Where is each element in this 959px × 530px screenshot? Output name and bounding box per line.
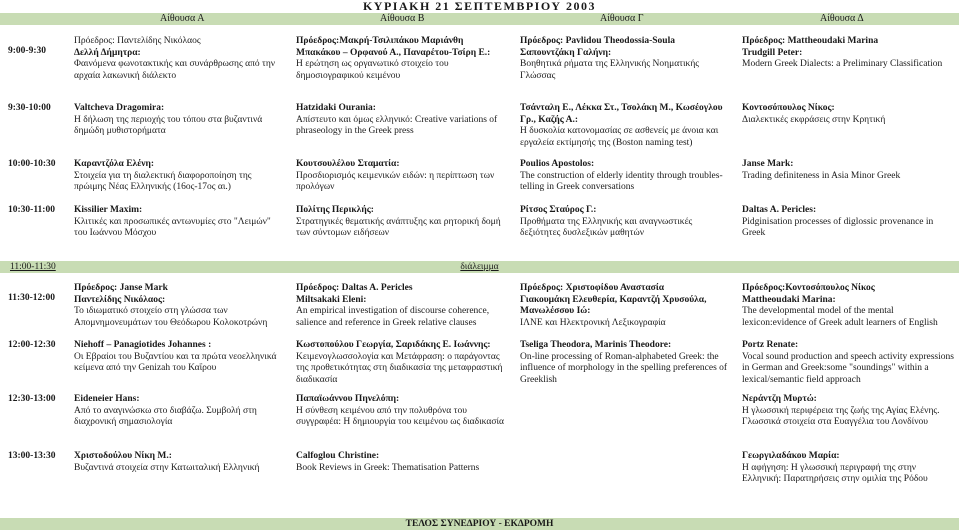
talk-title: Στρατηγικές θεματικής ανάπτυξης και ρητορική δομή των σύντομων ειδήσεων: [296, 216, 501, 238]
talk-title: Διαλεκτικές εκφράσεις στην Κρητική: [742, 114, 886, 125]
author: Κωστοπούλου Γεωργία, Σαριδάκης Ε. Ιωάννης:: [296, 340, 491, 350]
session-cell: [74, 283, 284, 329]
author: Calfoglou Christine:: [296, 451, 380, 461]
talk-title: Απίστευτο και όμως ελληνικό: Creative variations of phraseology in the Greek press: [296, 114, 498, 136]
talk-title: An empirical investigation of discourse coherence, salience and reference in Greek relative clauses: [296, 306, 490, 328]
break-bar: [0, 261, 959, 273]
talk-title: Η δυσκολία κατονομασίας σε ασθενείς με άνοια και εργαλεία εκτίμησής της (Boston naming test): [520, 126, 719, 148]
session-cell: [742, 103, 956, 126]
author: Kissilier Maxim:: [74, 205, 143, 215]
time-slot: 13:00-13:30: [8, 451, 56, 461]
author: Παπαϊωάννου Πηνελόπη:: [296, 394, 400, 404]
session-cell: [296, 283, 506, 329]
session-cell: [74, 340, 284, 375]
session-cell: [74, 159, 284, 194]
time-slot: 9:30-10:00: [8, 103, 51, 113]
talk-title: Η αφήγηση: Η γλωσσική περιγραφή της στην Ελληνική: Παρατηρήσεις στην ομιλία της Ρόδου: [742, 462, 928, 484]
talk-title: Βυζαντινά στοιχεία στην Κατωιταλική Ελληνική: [74, 462, 260, 473]
author: Παντελίδης Νικόλαος:: [74, 294, 166, 305]
author: Νεράντζη Μυρτώ:: [742, 394, 817, 404]
author: Eideneier Hans:: [74, 394, 140, 404]
author: Μπακάκου – Ορφανού Α., Παναρέτου-Τσίρη Ε.:: [296, 47, 491, 58]
author: Janse Mark:: [742, 159, 794, 169]
author: Πολίτης Περικλής:: [296, 205, 374, 215]
author: Σαπουντζάκη Γαλήνη:: [520, 47, 612, 58]
author: Daltas A. Pericles:: [742, 205, 817, 215]
talk-title: Book Reviews in Greek: Thematisation Patterns: [296, 462, 480, 473]
talk-title: On-line processing of Roman-alphabeted Greek: the influence of morphology in the spelling preferences of Greeklish: [520, 351, 728, 385]
chair-name: Πρόεδρος:Κοντοσόπουλος Νίκος: [742, 283, 875, 293]
session-cell: [74, 451, 284, 474]
session-cell: [296, 394, 506, 429]
break-time: 11:00-11:30: [10, 262, 56, 272]
author: Miltsakaki Eleni:: [296, 294, 367, 305]
session-cell: [520, 340, 730, 386]
talk-title: Κλιτικές και προσωπικές αντωνυμίες στο "Λειμών" του Ιωάννου Μόσχου: [74, 216, 271, 238]
author: Poulios Apostolos:: [520, 159, 595, 169]
time-slot: 12:00-12:30: [8, 340, 56, 350]
page-title: ΚΥΡΙΑΚΗ 21 ΣΕΠΤΕΜΒΡΙΟΥ 2003: [362, 0, 597, 13]
talk-title: Στοιχεία για τη διαλεκτική διαφοροποίηση της πρώιμης Νέας Ελληνικής (16ος-17ος αι.): [74, 170, 252, 192]
time-slot: 9:00-9:30: [8, 46, 46, 56]
end-banner: ΤΕΛΟΣ ΣΥΝΕΔΡΙΟΥ - ΕΚΔΡΟΜΗ: [0, 518, 959, 530]
break-label: διάλειμμα: [460, 262, 499, 272]
session-cell: [296, 103, 506, 138]
author: Κουτσουλέλου Σταματία:: [296, 159, 400, 169]
author: Portz Renate:: [742, 340, 799, 350]
time-slot: 10:30-11:00: [8, 205, 55, 215]
session-cell: [520, 36, 730, 82]
author: Χριστοδούλου Νίκη Μ.:: [74, 451, 172, 461]
chair-name: Πρόεδρος: Mattheoudaki Marina: [742, 36, 879, 46]
author: Trudgill Peter:: [742, 47, 803, 58]
talk-title: Οι Εβραίοι του Βυζαντίου και τα πρώτα νεοελληνικά κείμενα από την Genizah του Καΐρου: [74, 351, 277, 373]
author: Hatzidaki Ourania:: [296, 103, 376, 113]
author: Niehoff – Panagiotides Johannes :: [74, 340, 212, 350]
chair-name: Πρόεδρος: Daltas A. Pericles: [296, 283, 413, 293]
session-cell: [74, 205, 284, 240]
chair-name: Πρόεδρος: Pavlidou Theodossia-Soula: [520, 36, 675, 46]
talk-title: Βοηθητικά ρήματα της Ελληνικής Νοηματικής Γλώσσας: [520, 59, 700, 81]
hall-c: Αίθουσα Γ: [600, 13, 644, 24]
hall-d: Αίθουσα Δ: [820, 13, 864, 24]
author: Κοντοσόπουλος Νίκος:: [742, 103, 835, 113]
author: Valtcheva Dragomira:: [74, 103, 165, 113]
session-cell: [74, 36, 284, 82]
session-cell: [520, 283, 730, 329]
session-cell: [742, 36, 956, 71]
session-cell: [296, 340, 506, 386]
talk-title: Προθήματα της Ελληνικής και αναγνωστικές δεξιότητες δυσλεξικών μαθητών: [520, 216, 693, 238]
session-cell: [74, 103, 284, 138]
session-cell: [742, 340, 956, 386]
talk-title: ΙΛΝΕ και Ηλεκτρονική Λεξικογραφία: [520, 317, 666, 328]
session-cell: [296, 205, 506, 240]
talk-title: Pidginisation processes of diglossic provenance in Greek: [742, 216, 934, 238]
chair-name: Πρόεδρος:Μακρή-Τσιλιπάκου Μαριάνθη: [296, 36, 464, 46]
author: Καραντζόλα Ελένη:: [74, 159, 155, 169]
chair-name: Πρόεδρος: Janse Mark: [74, 283, 168, 293]
time-slot: 10:00-10:30: [8, 159, 56, 169]
author: Τσάνταλη Ε., Λέκκα Στ., Τσολάκη Μ., Κωσέογλου Γρ., Καζής Α.:: [520, 103, 723, 125]
chair-name: Πρόεδρος: Παντελίδης Νικόλαος: [74, 36, 201, 46]
talk-title: Η σύνθεση κειμένου από την πολυθρόνα του συγγραφέα: Η δημιουργία του κειμένου ως διαδικασία: [296, 405, 504, 427]
talk-title: The construction of elderly identity through troubles-telling in Greek conversations: [520, 170, 723, 192]
talk-title: Trading definiteness in Asia Minor Greek: [742, 170, 901, 181]
session-cell: [742, 283, 956, 329]
talk-title: Το ιδιωματικό στοιχείο στη γλώσσα των Απομνημονευμάτων του Θεόδωρου Κολοκοτρώνη: [74, 306, 268, 328]
author: Δελλή Δήμητρα:: [74, 47, 141, 58]
hall-b: Αίθουσα Β: [380, 13, 425, 24]
session-cell: [742, 394, 956, 429]
time-slot: 12:30-13:00: [8, 394, 56, 404]
author: Γιακουμάκη Ελευθερία, Καραντζή Χρυσούλα, Μανωλέσσου Ιώ:: [520, 294, 707, 316]
author: Tseliga Theodora, Marinis Theodore:: [520, 340, 672, 350]
session-cell: [74, 394, 284, 429]
hall-a: Αίθουσα Α: [160, 13, 205, 24]
hall-header: [0, 13, 959, 25]
talk-title: The developmental model of the mental lexicon:evidence of Greek adult learners of English: [742, 306, 938, 328]
talk-title: Modern Greek Dialects: a Preliminary Classification: [742, 59, 943, 69]
talk-title: Η γλωσσική περιφέρεια της ζωής της Αγίας Ελένης. Γλωσσικά στοιχεία στα Ευαγγέλια του Λονδίνου: [742, 405, 940, 427]
session-cell: [742, 451, 956, 486]
talk-title: Κειμενογλωσσολογία και Μετάφραση: ο παράγοντας της προθετικότητας στη διαδικασία της μεταφραστική διαδικασία: [296, 351, 503, 385]
session-cell: [520, 205, 730, 240]
session-cell: [520, 159, 730, 194]
session-cell: [296, 451, 506, 474]
talk-title: Προσδιορισμός κειμενικών ειδών: η περίπτωση των προλόγων: [296, 170, 495, 192]
talk-title: Η ερώτηση ως οργανωτικό στοιχείο του δημοσιογραφικού κειμένου: [296, 59, 449, 81]
session-cell: [296, 36, 506, 82]
session-cell: [296, 159, 506, 194]
talk-title: Η δήλωση της περιοχής του τόπου στα βυζαντινά δημώδη μυθιστορήματα: [74, 114, 263, 136]
session-cell: [742, 159, 956, 182]
talk-title: Φαινόμενα φωνοτακτικής και συνάρθρωσης από την αρχαία λακωνική διάλεκτο: [74, 59, 276, 81]
author: Ρίτσος Σταύρος Γ.:: [520, 205, 597, 215]
talk-title: Vocal sound production and speech activity expressions in German and Greek:some "soundings" within a lexical/semantic field approach: [742, 351, 954, 385]
chair-name: Πρόεδρος: Χριστοφίδου Αναστασία: [520, 283, 665, 293]
session-cell: [742, 205, 956, 240]
time-slot: 11:30-12:00: [8, 293, 55, 303]
author: Mattheoudaki Marina:: [742, 294, 836, 305]
talk-title: Από το αναγινώσκω στο διαβάζω. Συμβολή στη διαχρονική σημασιολογία: [74, 405, 257, 427]
session-cell: [520, 103, 730, 149]
author: Γεωργιλαδάκου Μαρία:: [742, 451, 840, 461]
